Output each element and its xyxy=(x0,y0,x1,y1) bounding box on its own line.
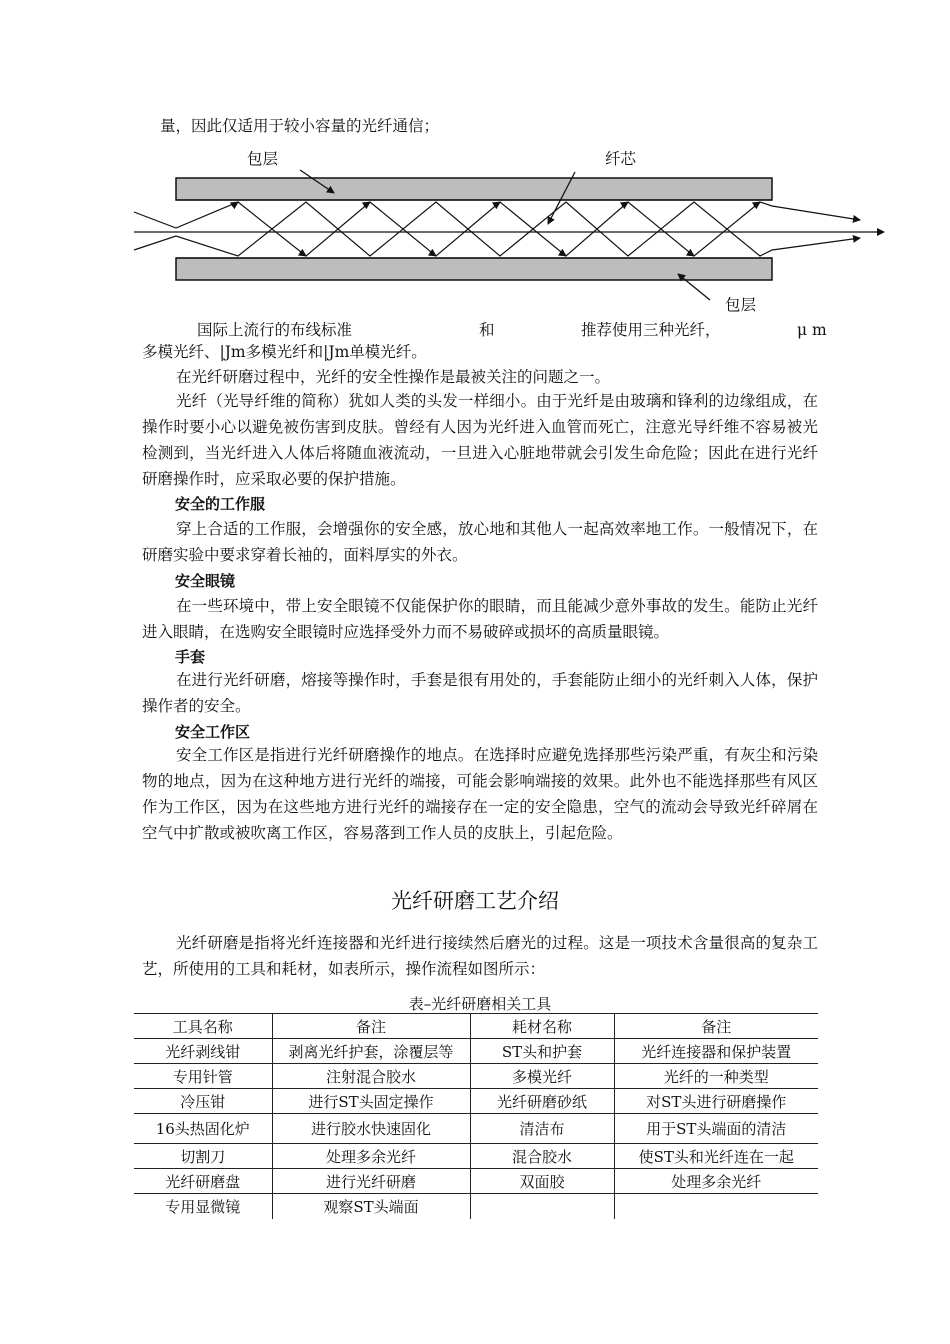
table-cell: 进行光纤研磨 xyxy=(272,1169,470,1194)
table-cell: 使ST头和光纤连在一起 xyxy=(614,1144,818,1169)
heading-workwear: 安全的工作服 xyxy=(175,495,266,513)
header-consumable-name: 耗材名称 xyxy=(470,1014,614,1039)
cladding-top-band xyxy=(176,178,772,200)
table-cell: 光纤的一种类型 xyxy=(614,1064,818,1089)
table-row xyxy=(134,1114,818,1144)
table-cell xyxy=(614,1194,818,1219)
table-cell: 进行胶水快速固化 xyxy=(272,1114,470,1144)
intro-line: 量，因此仅适用于较小容量的光纤通信； xyxy=(160,117,440,135)
heading-goggles: 安全眼镜 xyxy=(175,572,236,590)
standards-part2: 和 xyxy=(479,321,495,339)
table-cell: 切割刀 xyxy=(134,1144,272,1169)
paragraph-gloves: 在进行光纤研磨，熔接等操作时，手套是很有用处的，手套能防止细小的光纤刺入人体，保护操作者的安全。 xyxy=(142,671,818,715)
paragraph-goggles: 在一些环境中，带上安全眼镜不仅能保护你的眼睛，而且能减少意外事故的发生。能防止光纤进入眼睛，在选购安全眼镜时应选择受外力而不易破碎或损坏的高质量眼镜。 xyxy=(142,597,818,641)
cladding-bottom-band xyxy=(176,258,772,280)
table-row xyxy=(134,1169,818,1194)
standards-part1: 国际上流行的布线标准 xyxy=(197,321,353,339)
table-cell: 专用显微镜 xyxy=(134,1194,272,1219)
table-cell: 冷压钳 xyxy=(134,1089,272,1114)
table-row xyxy=(134,1194,818,1219)
standards-part3: 推荐使用三种光纤， xyxy=(581,321,721,339)
header-tool-note: 备注 xyxy=(272,1014,470,1039)
table-cell: 处理多余光纤 xyxy=(614,1169,818,1194)
table-cell: 多模光纤 xyxy=(470,1064,614,1089)
standards-part4: μ m xyxy=(797,321,827,339)
section-intro: 光纤研磨是指将光纤连接器和光纤进行接续然后磨光的过程。这是一项技术含量很高的复杂工艺，所使用的工具和耗材，如表所示，操作流程如图所示： xyxy=(142,934,818,978)
table-cell: 用于ST头端面的清洁 xyxy=(614,1114,818,1144)
table-cell: 光纤研磨盘 xyxy=(134,1169,272,1194)
table-cell: 清洁布 xyxy=(470,1114,614,1144)
table-cell: 剥离光纤护套，涂覆层等 xyxy=(272,1039,470,1064)
paragraph-workarea: 安全工作区是指进行光纤研磨操作的地点。在选择时应避免选择那些污染严重，有灰尘和污染物的地点，因为在这种地方进行光纤的端接，可能会影响端接的效果。此外也不能选择那些有风区作为工作区，因为在这些地方进行光纤的端接存在一定的安全隐患，空气的流动会导致光纤碎屑在空气中扩散或被吹离工作区，容易落到工作人员的皮肤上，引起危险。 xyxy=(142,746,818,842)
table-cell: 混合胶水 xyxy=(470,1144,614,1169)
label-cladding-top: 包层 xyxy=(247,150,279,168)
header-tool-name: 工具名称 xyxy=(134,1014,272,1039)
table-cell: 进行ST头固定操作 xyxy=(272,1089,470,1114)
table-cell: 处理多余光纤 xyxy=(272,1144,470,1169)
paragraph-safety-intro: 在光纤研磨过程中，光纤的安全性操作是最被关注的问题之一。 xyxy=(176,368,611,386)
ray-path-1 xyxy=(134,202,860,256)
header-consumable-note: 备注 xyxy=(614,1014,818,1039)
ray-path-2 xyxy=(134,202,860,256)
fiber-diagram xyxy=(120,140,900,320)
standards-line2: 多模光纤、|Jm多模光纤和|Jm单模光纤。 xyxy=(142,343,427,361)
table-cell: 光纤连接器和保护装置 xyxy=(614,1039,818,1064)
label-core: 纤芯 xyxy=(605,150,637,168)
table-row xyxy=(134,1144,818,1169)
table-cell: 16头热固化炉 xyxy=(134,1114,272,1144)
table-row xyxy=(134,1039,818,1064)
label-cladding-bottom: 包层 xyxy=(725,296,757,314)
section-title: 光纤研磨工艺介绍 xyxy=(391,889,559,913)
table-caption: 表–光纤研磨相关工具 xyxy=(408,995,552,1013)
table-cell: ST头和护套 xyxy=(470,1039,614,1064)
table-cell: 光纤研磨砂纸 xyxy=(470,1089,614,1114)
table-cell xyxy=(470,1194,614,1219)
tools-table xyxy=(134,1013,818,1219)
table-row xyxy=(134,1064,818,1089)
table-cell: 光纤剥线钳 xyxy=(134,1039,272,1064)
table-cell: 观察ST头端面 xyxy=(272,1194,470,1219)
table-cell: 对ST头进行研磨操作 xyxy=(614,1089,818,1114)
heading-workarea: 安全工作区 xyxy=(175,723,251,741)
paragraph-fiber-danger: 光纤（光导纤维的简称）犹如人类的头发一样细小。由于光纤是由玻璃和锋利的边缘组成，在操作时要小心以避免被伤害到皮肤。曾经有人因为光纤进入血管而死亡，注意光导纤维不容易被光检测到，当光纤进入人体后将随血液流动，一旦进入心脏地带就会引发生命危险；因此在进行光纤研磨操作时，应采取必要的保护措施。 xyxy=(142,392,818,488)
table-row xyxy=(134,1089,818,1114)
table-header-row xyxy=(134,1014,818,1039)
table-cell: 双面胶 xyxy=(470,1169,614,1194)
fiber-diagram-svg xyxy=(120,140,900,320)
heading-gloves: 手套 xyxy=(175,648,206,666)
table-cell: 注射混合胶水 xyxy=(272,1064,470,1089)
paragraph-workwear: 穿上合适的工作服，会增强你的安全感，放心地和其他人一起高效率地工作。一般情况下，在研磨实验中要求穿着长袖的，面料厚实的外衣。 xyxy=(142,520,818,564)
table-cell: 专用针管 xyxy=(134,1064,272,1089)
